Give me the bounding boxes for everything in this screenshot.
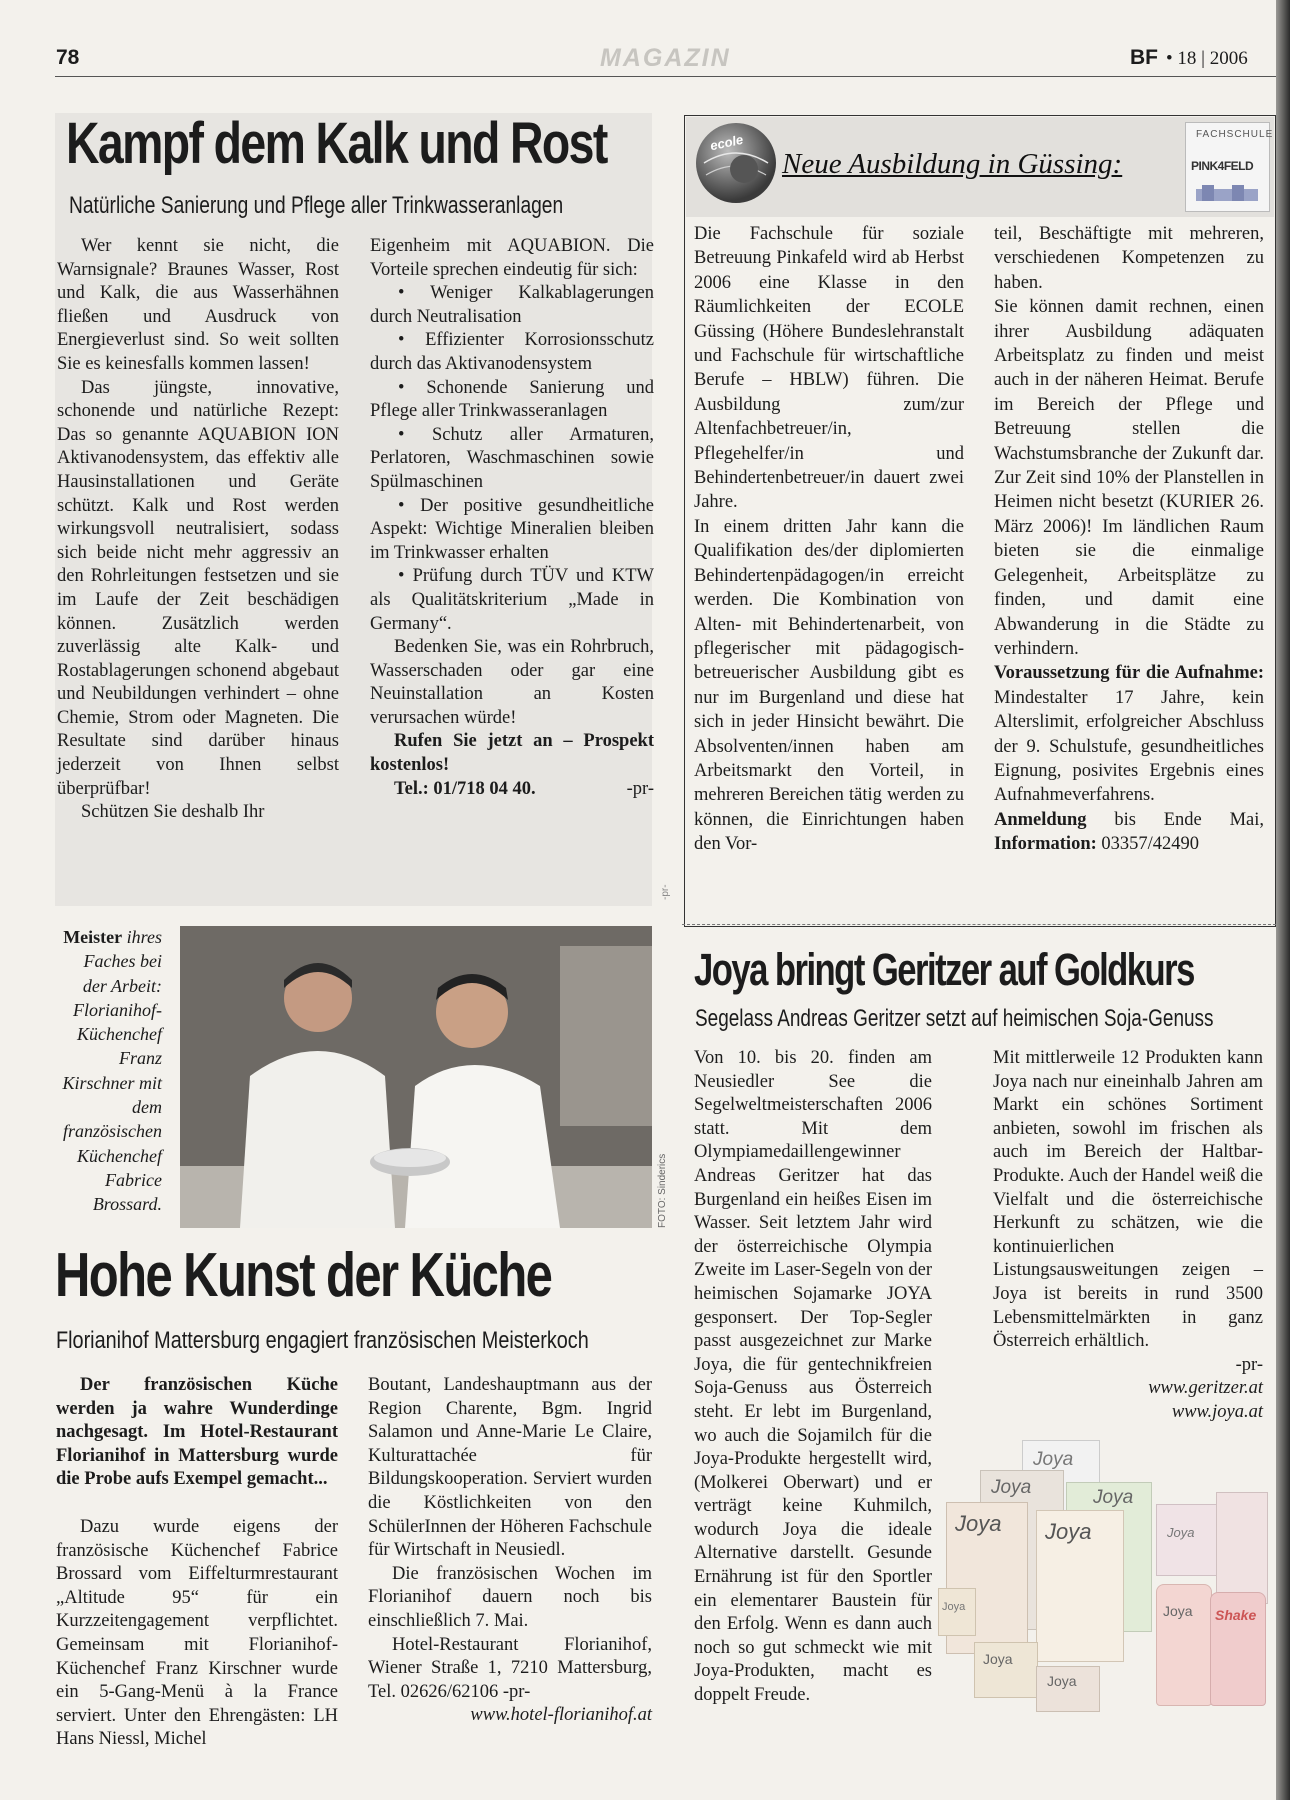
bullet-item: • Der positive gesundheitliche Aspekt: Wichtige Mineralien bleiben im Trinkwasser erhalten <box>370 495 654 563</box>
pr-sign: -pr- <box>626 778 654 799</box>
photo-credit: FOTO: Sinderics <box>657 1153 668 1228</box>
article-kueche-subtitle: Florianihof Mattersburg engagiert französischen Meisterkoch <box>56 1327 589 1354</box>
publication-name: BF <box>1130 46 1158 69</box>
fachschule-logo <box>1185 122 1274 212</box>
chefs-photo <box>180 926 652 1228</box>
paragraph: Mit mittlerweile 12 Produkten kann Joya nach nur eineinhalb Jahren am Markt ein schönes Sortiment anbieten, sowohl im frischen als auch im Bereich der Haltbar-Produkte. Auch der Handel weiß die Vielfalt und die österreichische Herkunft zu schätzen, wie die kontinuierlichen Listungsausweitungen zeigen – Joya ist bereits in rund 3500 Lebensmittelmärkten in ganz Österreich erhältlich. <box>993 1048 1263 1352</box>
product-cup <box>1036 1666 1100 1712</box>
paragraph: Eigenheim mit AQUABION. Die Vorteile sprechen eindeutig für sich: <box>370 236 654 280</box>
paragraph: Von 10. bis 20. finden am Neusiedler See die Segelweltmeisterschaften 2006 statt. Mit dem Olympiamedaillengewinner Andreas Geritzer hat das Burgenland ein heißes Eisen im Wasser. Seit letztem Jahr wird der österreichische Olympia Zweite im Laser-Segeln von der heimischen Sojamarke JOYA gesponsert. Der Top-Segler passt ausgezeichnet zur Marke Joya, die für gentechnikfreien Soja-Genuss aus Österreich steht. Er lebt im Burgenland, wo auch die Sojamilch für die Joya-Produkte hergestellt wird, (Molkerei Oberwart) und er verträgt keine Kuhmilch, wodurch Joya die ideale Alternative darstellt. Gesunde Ernährung ist für den Sportler ein elementarer Baustein für den Erfolg. Wenn es dann auch noch so gut schmeckt wie mit Joya-Produkten, macht es doppelt Freude. <box>694 1048 932 1706</box>
article-kalk-title: Kampf dem Kalk und Rost <box>66 111 607 176</box>
product-brand: Joya <box>991 1477 1032 1498</box>
product-shake-bottle <box>1210 1592 1266 1706</box>
call-to-action: Rufen Sie jetzt an – Prospekt kostenlos! <box>370 731 654 776</box>
fachschule-logo-name: PINK4FELD <box>1191 159 1254 173</box>
paragraph: teil, Beschäftigte mit mehreren, verschiedenen Kompetenzen zu haben. <box>994 224 1264 293</box>
geritzer-website-link[interactable]: www.geritzer.at <box>1148 1378 1263 1399</box>
product-brand: Joya <box>1167 1525 1195 1540</box>
side-credit: -pr- <box>660 884 671 900</box>
product-cup <box>1156 1504 1218 1576</box>
article-kalk-column-2 <box>370 235 654 801</box>
article-kueche-column-2 <box>368 1374 652 1728</box>
paragraph: Bedenken Sie, was ein Rohrbruch, Wasserschaden oder gar eine Neuinstallation an Kosten verursachen würde! <box>370 637 654 728</box>
bullet-item: • Schonende Sanierung und Pflege aller Trinkwasseranlagen <box>370 377 654 422</box>
phone-number: Tel.: 01/718 04 40. <box>394 778 536 799</box>
paragraph: Wer kennt sie nicht, die Warnsignale? Braunes Wasser, Rost und Kalk, die aus Wasserhähnen fließen und Ausdruck von Energieverlust sind. So weit sollten Sie es keinesfalls kommen lassen! <box>57 236 339 374</box>
paragraph: Die französischen Wochen im Florianihof dauern noch bis einschließlich 7. Mai. <box>368 1563 652 1631</box>
header-rule <box>55 76 1277 77</box>
fachschule-logo-arc-text: FACHSCHULE <box>1196 129 1274 140</box>
registration-label: Anmeldung <box>994 809 1087 830</box>
article-kueche-column-1 <box>56 1374 338 1752</box>
product-cup <box>938 1588 976 1636</box>
page-number: 78 <box>56 46 80 69</box>
paragraph: Sie können damit rechnen, einen ihrer Ausbildung adäquaten Arbeitsplatz zu finden und meist auch in der näheren Heimat. Berufe im Bereich der Pflege und Betreuung stellen die Wachstumsbranche der Zukunft dar. Zur Zeit sind 10% der Planstellen in Heimen nicht besetzt (KURIER 26. März 2006)! Im ländlichen Raum bieten sie die einmalige Gelegenheit, Arbeitsplätze zu finden, und damit eine Abwanderung in die Städte zu verhindern. <box>994 297 1264 659</box>
ecole-logo-text: ecole <box>708 131 745 154</box>
product-brand: Joya <box>1033 1449 1074 1470</box>
chefs-photo-illustration <box>180 926 652 1228</box>
pr-sign: -pr- <box>1235 1354 1263 1375</box>
paragraph: Dazu wurde eigens der französische Küchenchef Fabrice Brossard vom Eiffelturmrestaurant „Altitude 95“ für ein Kurzzeitengagement verpflichtet. Gemeinsam mit Florianihof-Küchenchef Franz Kirschner wurde ein 5-Gang-Menü à la France serviert. Unter den Ehrengästen: LH Hans Niessl, Michel <box>56 1516 338 1750</box>
requirements-label: Voraussetzung für die Aufnahme: <box>994 663 1264 684</box>
article-guessing-title: Neue Ausbildung in Güssing: <box>782 148 1123 180</box>
article-joya-column-2 <box>993 1047 1263 1425</box>
photo-caption-bold: Meister <box>63 927 123 947</box>
paragraph: Das jüngste, innovative, schonende und natürliche Rezept: Das so genannte AQUABION ION Aktivanodensystem, das effektiv alle Hausinstallationen und Geräte schützt. Kalk und Rost werden wirkungsvoll neutralisiert, sodass sich beide nicht mehr aggressiv an den Rohrleitungen festsetzen und sie im Laufe der Zeit beschädigen können. Zusätzlich werden zuverlässig alte Kalk- und Rostablagerungen schonend abgebaut und Neubildungen verhindert – ohne Chemie, Strom oder Magneten. Die Resultate sind darüber hinaus jederzeit von Ihnen selbst überprüfbar! <box>57 377 339 799</box>
product-brand: Joya <box>1045 1519 1092 1544</box>
product-brand: Joya <box>1047 1673 1077 1689</box>
product-brand: Joya <box>955 1511 1002 1536</box>
product-carton <box>1036 1510 1124 1662</box>
product-brand: Joya <box>1163 1603 1193 1619</box>
contact-line <box>370 778 654 802</box>
product-carton <box>1216 1492 1268 1604</box>
requirements <box>994 661 1264 807</box>
product-shake-bottle <box>1156 1584 1212 1706</box>
information-label: Information: <box>994 834 1097 855</box>
article-joya-title: Joya bringt Geritzer auf Goldkurs <box>694 944 1194 995</box>
information-phone: 03357/42490 <box>1096 834 1200 855</box>
binding-shadow <box>1276 0 1290 1800</box>
article-guessing-column-1 <box>694 222 964 857</box>
product-brand: Joya <box>942 1601 966 1613</box>
article-kalk-subtitle: Natürliche Sanierung und Pflege aller Trinkwasseranlagen <box>69 192 564 219</box>
product-brand: Joya <box>983 1651 1013 1667</box>
registration-text: bis Ende Mai, <box>1086 809 1264 830</box>
paragraph: Hotel-Restaurant Florianihof, Wiener Straße 1, 7210 Mattersburg, Tel. 02626/62106 -pr- <box>368 1634 652 1702</box>
product-brand: Shake <box>1215 1607 1257 1623</box>
product-cup <box>974 1642 1038 1698</box>
article-kalk-column-1 <box>57 235 339 825</box>
hotel-website-link[interactable]: www.hotel-florianihof.at <box>470 1705 652 1726</box>
bullet-item: • Effizienter Korrosionsschutz durch das Aktivanodensystem <box>370 330 654 374</box>
requirements-text: Mindestalter 17 Jahre, kein Alterslimit, erfolgreicher Abschluss der 9. Schulstufe, gesundheitliches Eignung, posivites Ergebnis eines Aufnahmeverfahrens. <box>994 687 1264 806</box>
article-guessing-column-2 <box>994 222 1264 857</box>
registration <box>994 808 1264 857</box>
issue-number: • 18 | 2006 <box>1166 48 1248 69</box>
article-kueche-title: Hohe Kunst der Küche <box>55 1241 552 1310</box>
paragraph: Schützen Sie deshalb Ihr <box>81 802 265 823</box>
paragraph: In einem dritten Jahr kann die Qualifikation des/der diplomierten Behindertenpädagogen/in erreicht werden. Die Kombination von Alten- mit Behindertenarbeit, von pflegerischer mit pädagogisch-betreuerischer Ausbildung gibt es nur im Burgenland und diese hat sich in jeder Hinsicht bewährt. Die Absolventen/innen haben am Arbeitsmarkt den Vorteil, in mehreren Bereichen tätig werden zu können, die Einrichtungen haben den Vor- <box>694 516 964 855</box>
building-icon <box>1192 183 1262 203</box>
ecole-logo <box>696 123 776 203</box>
paragraph: Die Fachschule für soziale Betreuung Pinkafeld wird ab Herbst 2006 eine Klasse in den Räumlichkeiten der ECOLE Güssing (Höhere Bundeslehranstalt und Fachschule für wirtschaftliche Berufe – HBLW) führen. Die Ausbildung zum/zur Altenfachbetreuer/in, Pflegehelfer/in und Behindertenbetreuer/in dauert zwei Jahre. <box>694 224 964 513</box>
joya-products-image <box>938 1432 1270 1722</box>
bullet-item: • Prüfung durch TÜV und KTW als Qualitätskriterium „Made in Germany“. <box>370 566 654 634</box>
article-joya-column-1 <box>694 1047 932 1708</box>
photo-caption-text: ihres Faches bei der Arbeit: Florianihof-Küchenchef Franz Kirschner mit dem französischen Küchenchef Fabrice Brossard. <box>62 927 162 1215</box>
article-kueche-lead: Der französischen Küche werden ja wahre Wunderdinge nachgesagt. Im Hotel-Restaurant Florianihof in Mattersburg wurde die Probe aufs Exempel gemacht... <box>56 1375 338 1490</box>
product-brand: Joya <box>1093 1487 1134 1508</box>
article-joya-subtitle: Segelass Andreas Geritzer setzt auf heimischen Soja-Genuss <box>695 1005 1214 1032</box>
bullet-item: • Schutz aller Armaturen, Perlatoren, Waschmaschinen sowie Spülmaschinen <box>370 424 654 492</box>
joya-website-link[interactable]: www.joya.at <box>1171 1401 1263 1422</box>
photo-caption <box>58 925 162 1217</box>
section-label: MAGAZIN <box>600 44 731 72</box>
paragraph: Boutant, Landeshauptmann aus der Region Charente, Bgm. Ingrid Salamon und Anne-Marie Le Claire, Kulturattachée für Bildungskooperation. Serviert wurden die Köstlichkeiten von den SchülerInnen der Höheren Fachschule für Wirtschaft in Neusiedl. <box>368 1375 652 1561</box>
bullet-item: • Weniger Kalkablagerungen durch Neutralisation <box>370 283 654 327</box>
